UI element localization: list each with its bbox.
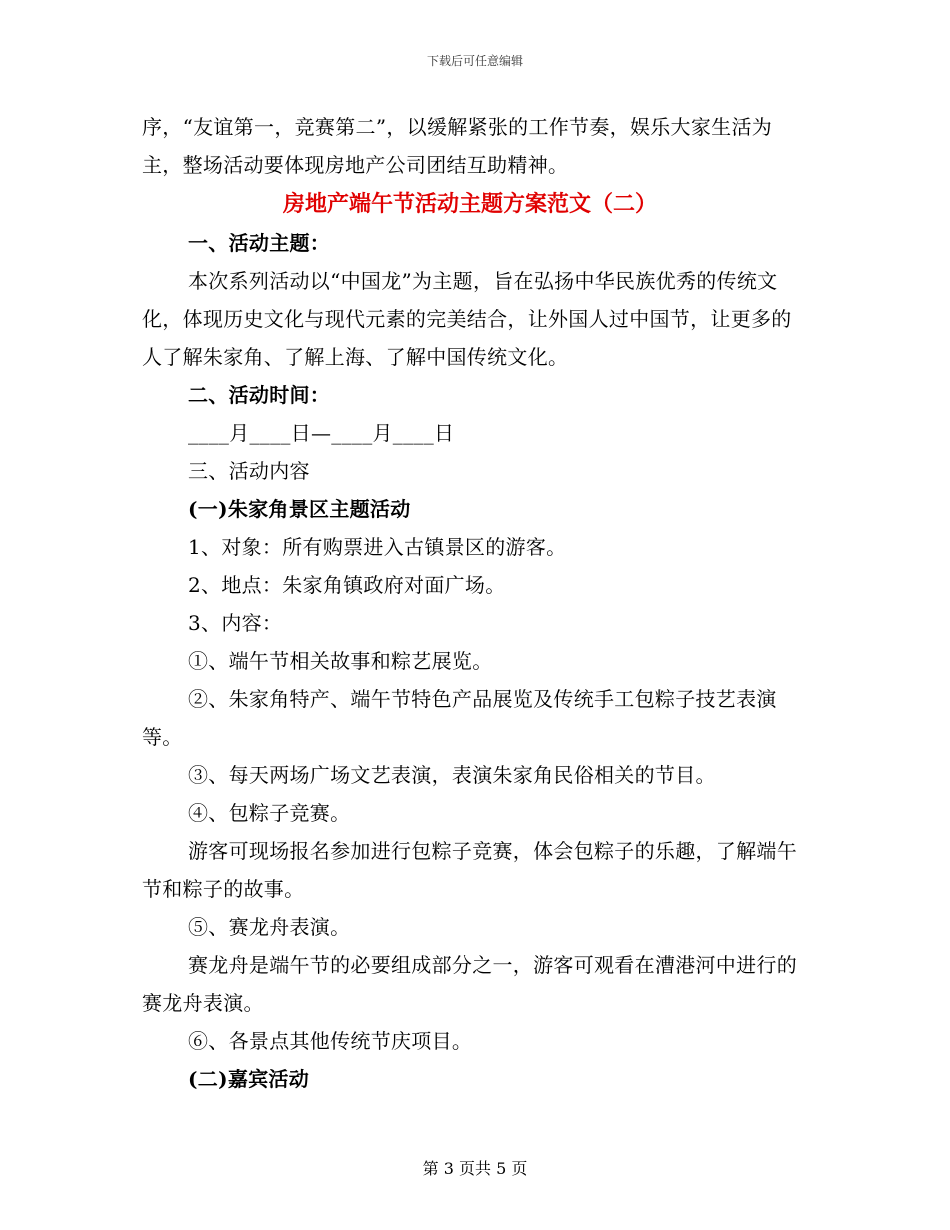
paragraph-dragon-boat-detail: 赛龙舟是端午节的必要组成部分之一，游客可观看在漕港河中进行的赛龙舟表演。 <box>142 953 797 1015</box>
heading-activity-time: 二、活动时间： <box>188 383 331 407</box>
paragraph-theme-body: 本次系列活动以“中国龙”为主题，旨在弘扬中华民族优秀的传统文化，体现历史文化与现代元素的完美结合，让外国人过中国节，让更多的人了解朱家角、了解上海、了解中国传统文化。 <box>142 269 792 369</box>
list-item-other-projects: ⑥、各景点其他传统节庆项目。 <box>188 1029 473 1053</box>
document-body <box>142 108 798 1098</box>
paragraph-intro-continuation: 序，“友谊第一，竞赛第二”，以缓解紧张的工作节奏，娱乐大家生活为主，整场活动要体现房地产公司团结互助精神。 <box>142 115 773 177</box>
list-item-content: 3、内容： <box>188 611 283 635</box>
paragraph-contest-detail: 游客可现场报名参加进行包粽子竞赛，体会包粽子的乐趣，了解端午节和粽子的故事。 <box>142 839 797 901</box>
list-item-location: 2、地点：朱家角镇政府对面广场。 <box>188 573 506 597</box>
list-item-specialty-products: ②、朱家角特产、端午节特色产品展览及传统手工包粽子技艺表演等。 <box>142 687 777 749</box>
list-item-performances: ③、每天两场广场文艺表演，表演朱家角民俗相关的节目。 <box>188 763 716 787</box>
subheading-guest-activity: (二)嘉宾活动 <box>188 1067 310 1091</box>
list-item-exhibition: ①、端午节相关故事和粽艺展览。 <box>188 649 493 673</box>
list-item-zongzi-contest: ④、包粽子竞赛。 <box>188 801 351 825</box>
page-header: 下载后可任意编辑 <box>426 54 523 68</box>
list-item-audience: 1、对象：所有购票进入古镇景区的游客。 <box>188 535 567 559</box>
section-title: 房地产端午节活动主题方案范文（二） <box>282 191 657 217</box>
paragraph-time-blanks: ____月____日—____月____日 <box>188 421 455 445</box>
list-item-dragon-boat: ⑤、赛龙舟表演。 <box>188 915 351 939</box>
heading-activity-theme: 一、活动主题： <box>188 231 331 255</box>
heading-activity-content: 三、活动内容 <box>188 459 310 483</box>
subheading-scenic-activity: (一)朱家角景区主题活动 <box>188 497 411 521</box>
page-footer: 第 3 页共 5 页 <box>422 1159 528 1178</box>
